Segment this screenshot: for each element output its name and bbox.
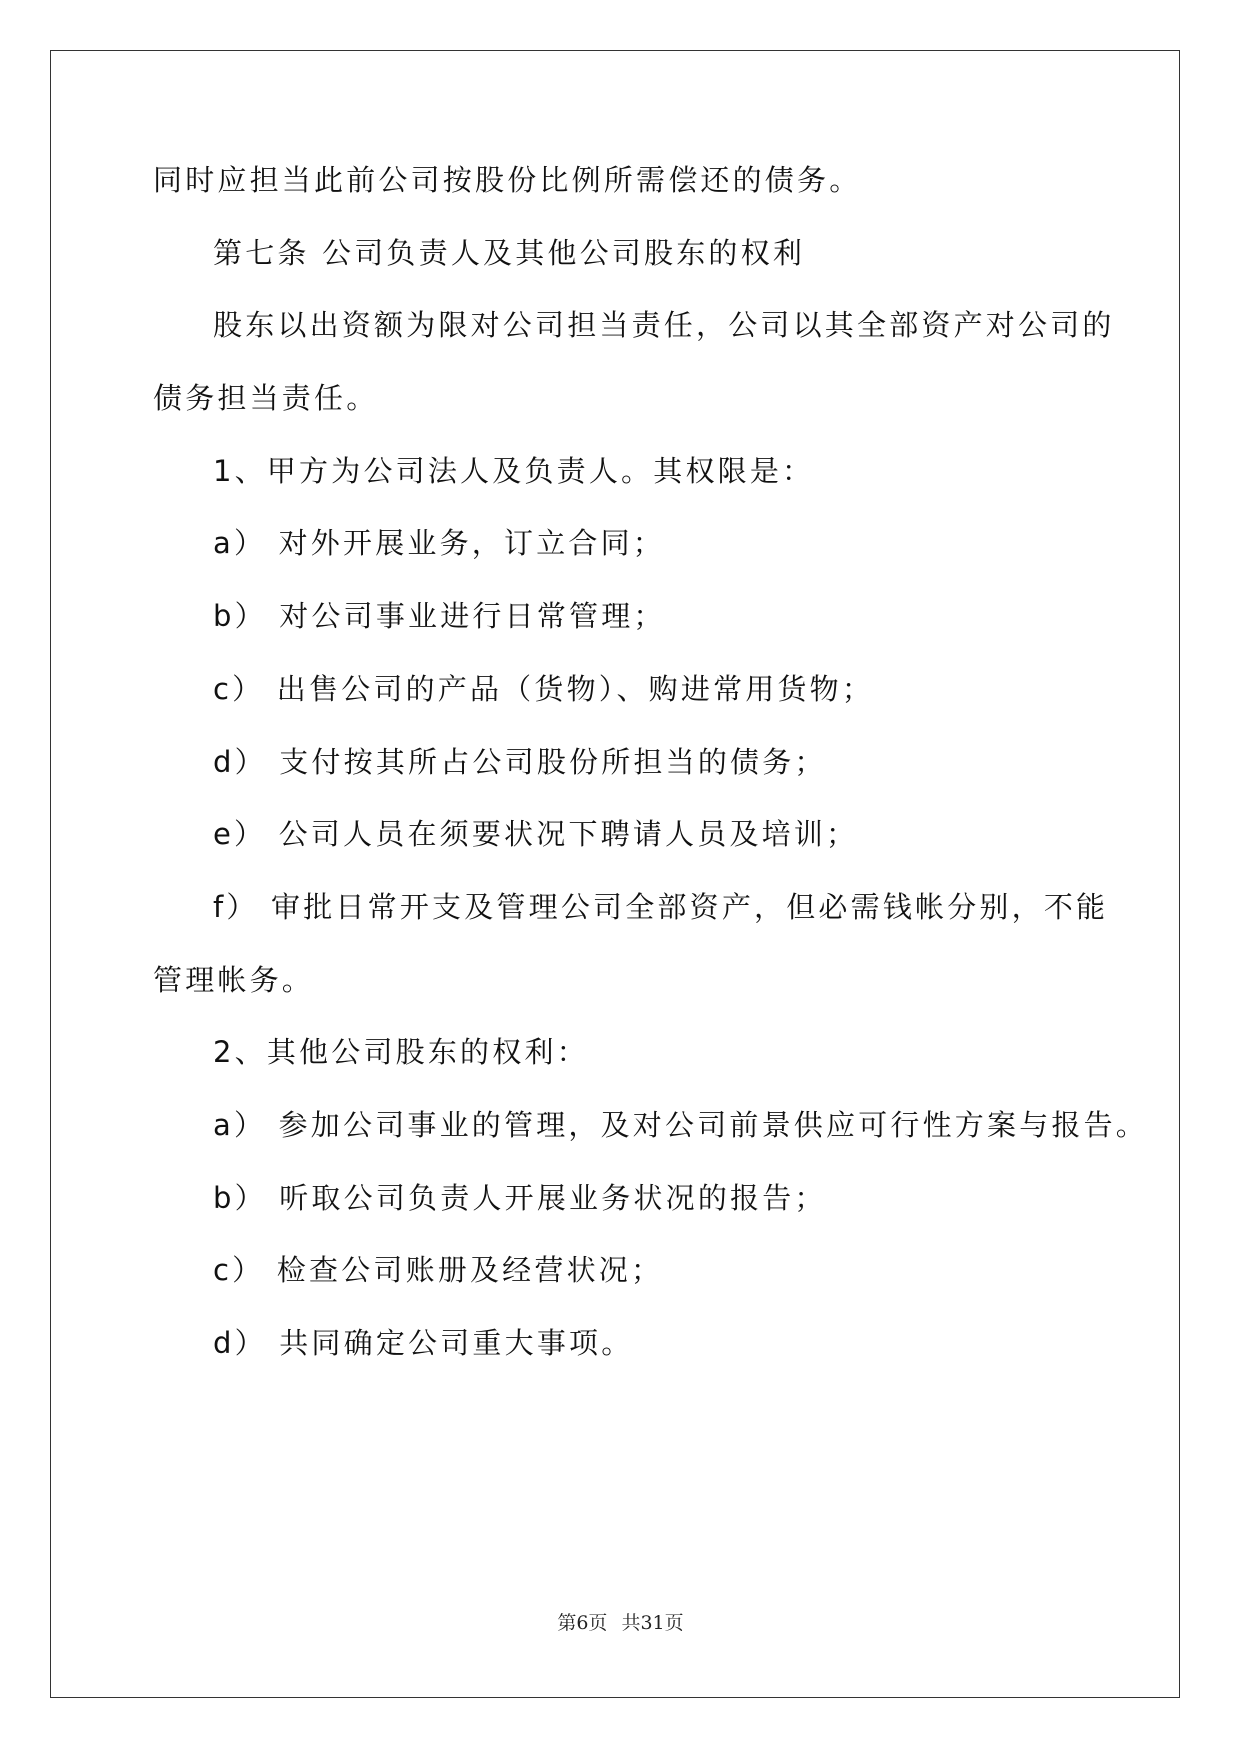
list-item: b） 听取公司负责人开展业务状况的报告； bbox=[213, 1181, 827, 1215]
list-item: a） 参加公司事业的管理，及对公司前景供应可行性方案与报告。 bbox=[213, 1108, 1148, 1142]
page-footer bbox=[0, 1608, 1241, 1635]
page-border bbox=[50, 50, 1180, 1698]
list-item: f） 审批日常开支及管理公司全部资产，但必需钱帐分别，不能 bbox=[213, 890, 1109, 924]
paragraph-line: 债务担当责任。 bbox=[153, 381, 379, 415]
list-item: e） 公司人员在须要状况下聘请人员及培训； bbox=[213, 817, 859, 851]
page-total: 共31页 bbox=[621, 1612, 684, 1634]
paragraph-line: 同时应担当此前公司按股份比例所需偿还的债务。 bbox=[153, 163, 862, 197]
list-item: c） 检查公司账册及经营状况； bbox=[213, 1253, 664, 1287]
list-item-continuation: 管理帐务。 bbox=[153, 963, 315, 997]
list-item: d） 支付按其所占公司股份所担当的债务； bbox=[213, 745, 827, 779]
list-item: d） 共同确定公司重大事项。 bbox=[213, 1326, 634, 1360]
list-item: b） 对公司事业进行日常管理； bbox=[213, 599, 666, 633]
list-heading: 1、甲方为公司法人及负责人。其权限是： bbox=[213, 454, 815, 488]
list-heading: 2、其他公司股东的权利： bbox=[213, 1035, 589, 1069]
paragraph-line: 股东以出资额为限对公司担当责任，公司以其全部资产对公司的 bbox=[213, 308, 1115, 342]
article-heading: 第七条 公司负责人及其他公司股东的权利 bbox=[213, 236, 806, 270]
page-number: 第6页 bbox=[557, 1612, 608, 1634]
list-item: c） 出售公司的产品（货物）、购进常用货物； bbox=[213, 672, 875, 706]
list-item: a） 对外开展业务，订立合同； bbox=[213, 526, 665, 560]
